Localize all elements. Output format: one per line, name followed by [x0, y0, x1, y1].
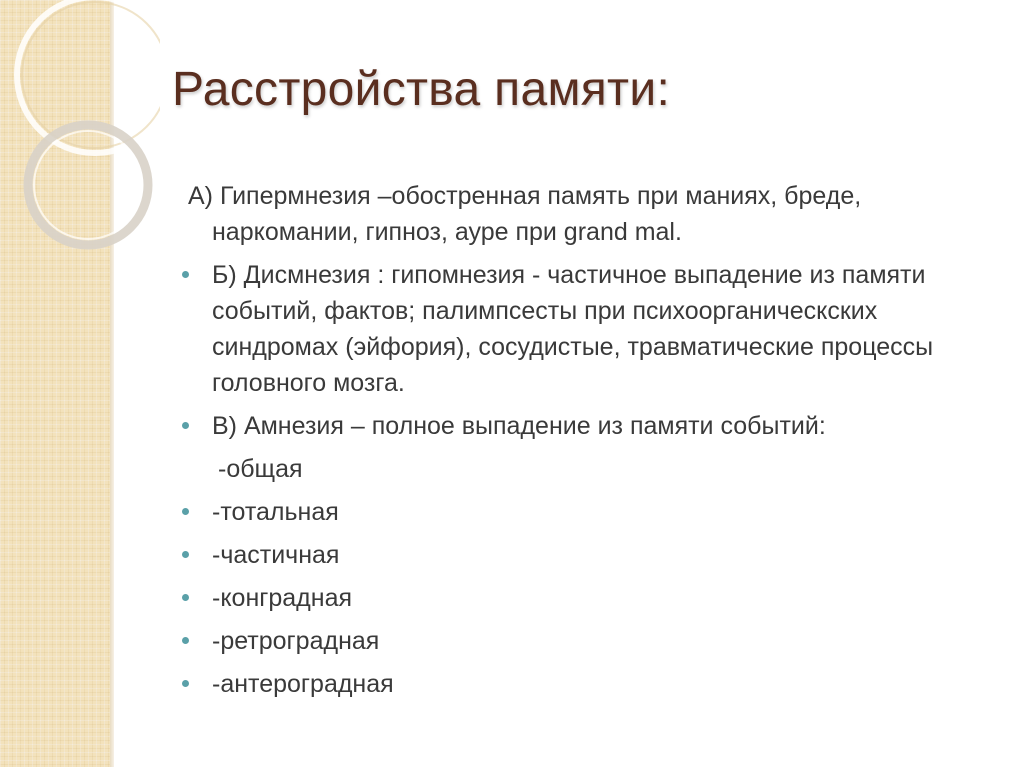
slide-title: Расстройства памяти:	[172, 63, 671, 116]
dot-bullet-icon	[182, 271, 189, 278]
dot-bullet-icon	[182, 594, 189, 601]
list-item-text: -ретроградная	[212, 627, 380, 655]
rings-decoration-icon	[0, 0, 160, 260]
list-item-text: -антероградная	[212, 670, 394, 698]
list-item-general	[172, 451, 992, 487]
list-item-total	[172, 494, 992, 530]
list-item-text: -частичная	[212, 541, 340, 569]
list-item-anterograde	[172, 666, 992, 702]
dot-bullet-icon	[182, 551, 189, 558]
dot-bullet-icon	[182, 637, 189, 644]
list-item-text: Б) Дисмнезия : гипомнезия - частичное выпадение из памяти событий, фактов; палимпсесты при психоорганическских синдромах (эйфория), сосудистые, травматические процессы головного мозга.	[212, 261, 934, 397]
list-item-text: -тотальная	[212, 498, 339, 526]
list-item-partial	[172, 537, 992, 573]
list-item-amnesia	[172, 408, 992, 444]
list-item-text: -общая	[218, 455, 303, 483]
list-item-hypermnesia	[172, 178, 992, 250]
dot-bullet-icon	[182, 508, 189, 515]
list-item-congrade	[172, 580, 992, 616]
content-list	[172, 178, 992, 709]
list-item-text: А) Гипермнезия –обостренная память при маниях, бреде,	[188, 182, 862, 210]
list-item-text: -конградная	[212, 584, 353, 612]
list-item-text-continued: наркомании, гипноз, ауре при grand mal.	[212, 218, 682, 246]
list-item-text: В) Амнезия – полное выпадение из памяти событий:	[212, 412, 826, 440]
dot-bullet-icon	[182, 680, 189, 687]
list-item-retrograde	[172, 623, 992, 659]
list-item-dysmnesia	[172, 257, 992, 401]
dot-bullet-icon	[182, 422, 189, 429]
